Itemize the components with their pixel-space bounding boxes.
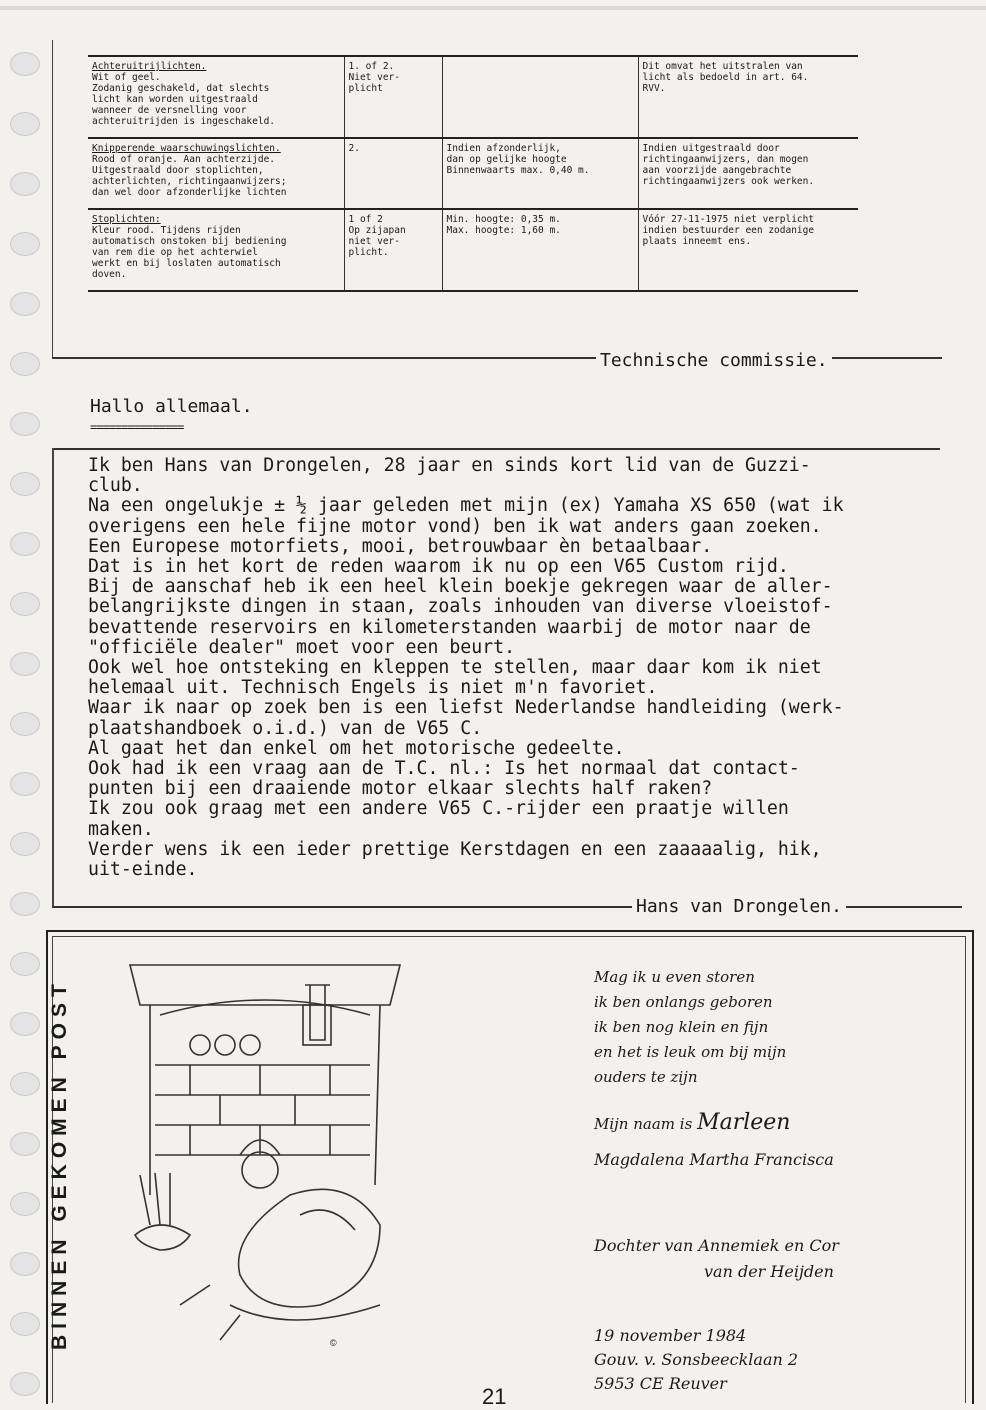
letter-line: Ook wel hoe ontsteking en kleppen te stellen, maar daar kom ik niet — [88, 657, 822, 679]
letter-top-border — [52, 448, 940, 450]
letter-line: Bij de aanschaf heb ik een heel klein boekje gekregen waar de aller- — [88, 576, 833, 598]
baby-first-name: Marleen — [697, 1110, 791, 1135]
regulation-title: Achteruitrijlichten. — [92, 61, 207, 72]
letter-border-left — [52, 448, 54, 908]
verse-line: en het is leuk om bij mijn — [594, 1043, 787, 1061]
letter-line: maken. — [88, 818, 154, 840]
regulation-position: Indien afzonderlijk, dan op gelijke hoogte Binnenwaarts max. 0,40 m. — [442, 138, 638, 209]
name-prefix: Mijn naam is — [594, 1115, 693, 1133]
letter-line: Al gaat het dan enkel om het motorische gedeelte. — [88, 737, 625, 759]
letter-line: helemaal uit. Technisch Engels is niet m'n favoriet. — [88, 677, 658, 699]
lighting-regulations-table — [88, 55, 858, 292]
table-row — [88, 56, 858, 138]
illustration-copyright: © — [330, 1338, 337, 1348]
letter-body — [88, 456, 938, 880]
page-top-edge — [0, 6, 986, 10]
table-row — [88, 138, 858, 209]
regulation-count: 2. — [344, 138, 442, 209]
letter-line: bevattende reservoirs en kilometerstanden waarbij de motor naar de — [88, 616, 811, 638]
letter-line: plaatshandboek o.i.d.) van de V65 C. — [88, 717, 483, 739]
greeting-underline: =============== — [90, 420, 184, 434]
letter-line: Ik zou ook graag met een andere V65 C.-rijder een praatje willen — [88, 798, 789, 820]
fireplace-cradle-illustration — [120, 945, 410, 1355]
letter-line: Dat is in het kort de reden waarom ik nu op een V65 Custom rijd. — [88, 556, 789, 578]
parents-line: Dochter van Annemiek en Cor — [594, 1236, 839, 1255]
technical-committee-signature: Technische commissie. — [596, 350, 832, 371]
baby-middle-names: Magdalena Martha Francisca — [594, 1150, 834, 1169]
name-line — [594, 1110, 790, 1135]
regulation-remarks: Dit omvat het uitstralen van licht als bedoeld in art. 64. RVV. — [638, 56, 858, 138]
verse-line: ik ben nog klein en fijn — [594, 1018, 769, 1036]
regulation-description: Rood of oranje. Aan achterzijde. Uitgestraald door stoplichten, achterlichten, richtingaanwijzers; dan wel door afzonderlijke lichten — [92, 154, 287, 198]
letter-line: uit-einde. — [88, 859, 198, 881]
letter-greeting: Hallo allemaal. — [90, 396, 253, 417]
incoming-mail-heading: BINNEN GEKOMEN POST — [48, 978, 71, 1350]
regulation-description: Kleur rood. Tijdens rijden automatisch onstoken bij bediening van rem die op het achterwiel werkt en bij loslaten automatisch doven. — [92, 225, 287, 280]
letter-line: overigens een hele fijne motor vond) ben ik wat anders gaan zoeken. — [88, 515, 822, 537]
page-number: 21 — [482, 1384, 507, 1409]
regulation-count: 1 of 2 Op zijapan niet ver- plicht. — [344, 209, 442, 291]
regulation-position: Min. hoogte: 0,35 m. Max. hoogte: 1,60 m. — [442, 209, 638, 291]
letter-line: club. — [88, 475, 143, 497]
letter-line: Verder wens ik een ieder prettige Kerstdagen en een zaaaaalig, hik, — [88, 838, 822, 860]
letter-line: Ook had ik een vraag aan de T.C. nl.: Is het normaal dat contact- — [88, 758, 800, 780]
verse-line: ik ben onlangs geboren — [594, 993, 773, 1011]
regulation-description: Wit of geel. Zodanig geschakeld, dat slechts licht kan worden uitgestraald wanneer de versnelling voor achteruitrijden is ingeschakeld. — [92, 72, 276, 127]
letter-line: belangrijkste dingen in staan, zoals inhouden van diverse vloeistof- — [88, 596, 833, 618]
regulation-remarks: Indien uitgestraald door richtingaanwijzers, dan mogen aan voorzijde aangebrachte richtingaanwijzers ook werken. — [638, 138, 858, 209]
regulation-count: 1. of 2. Niet ver- plicht — [344, 56, 442, 138]
letter-line: Ik ben Hans van Drongelen, 28 jaar en sinds kort lid van de Guzzi- — [88, 455, 811, 476]
address-city: 5953 CE Reuver — [594, 1374, 727, 1393]
address-street: Gouv. v. Sonsbeecklaan 2 — [594, 1350, 799, 1369]
letter-signature: Hans van Drongelen. — [632, 896, 846, 917]
verse-line: ouders te zijn — [594, 1068, 698, 1086]
letter-line: Een Europese motorfiets, mooi, betrouwbaar èn betaalbaar. — [88, 535, 713, 557]
letter-line: punten bij een draaiende motor elkaar slechts half raken? — [88, 778, 713, 800]
regulation-remarks: Vóór 27-11-1975 niet verplicht indien bestuurder een zodanige plaats inneemt ens. — [638, 209, 858, 291]
letter-line: Na een ongelukje ± ½ jaar geleden met mijn (ex) Yamaha XS 650 (wat ik — [88, 495, 844, 517]
regulation-title: Stoplichten: — [92, 214, 161, 225]
section-border-left — [52, 40, 53, 358]
verse-line: Mag ik u even storen — [594, 968, 755, 986]
parents-surname: van der Heijden — [704, 1262, 834, 1281]
letter-line: "officiële dealer" moet voor een beurt. — [88, 636, 516, 658]
letter-line: Waar ik naar op zoek ben is een liefst Nederlandse handleiding (werk- — [88, 697, 844, 719]
birth-date: 19 november 1984 — [594, 1326, 747, 1345]
regulation-title: Knipperende waarschuwingslichten. — [92, 143, 281, 154]
table-row — [88, 209, 858, 291]
regulation-position — [442, 56, 638, 138]
